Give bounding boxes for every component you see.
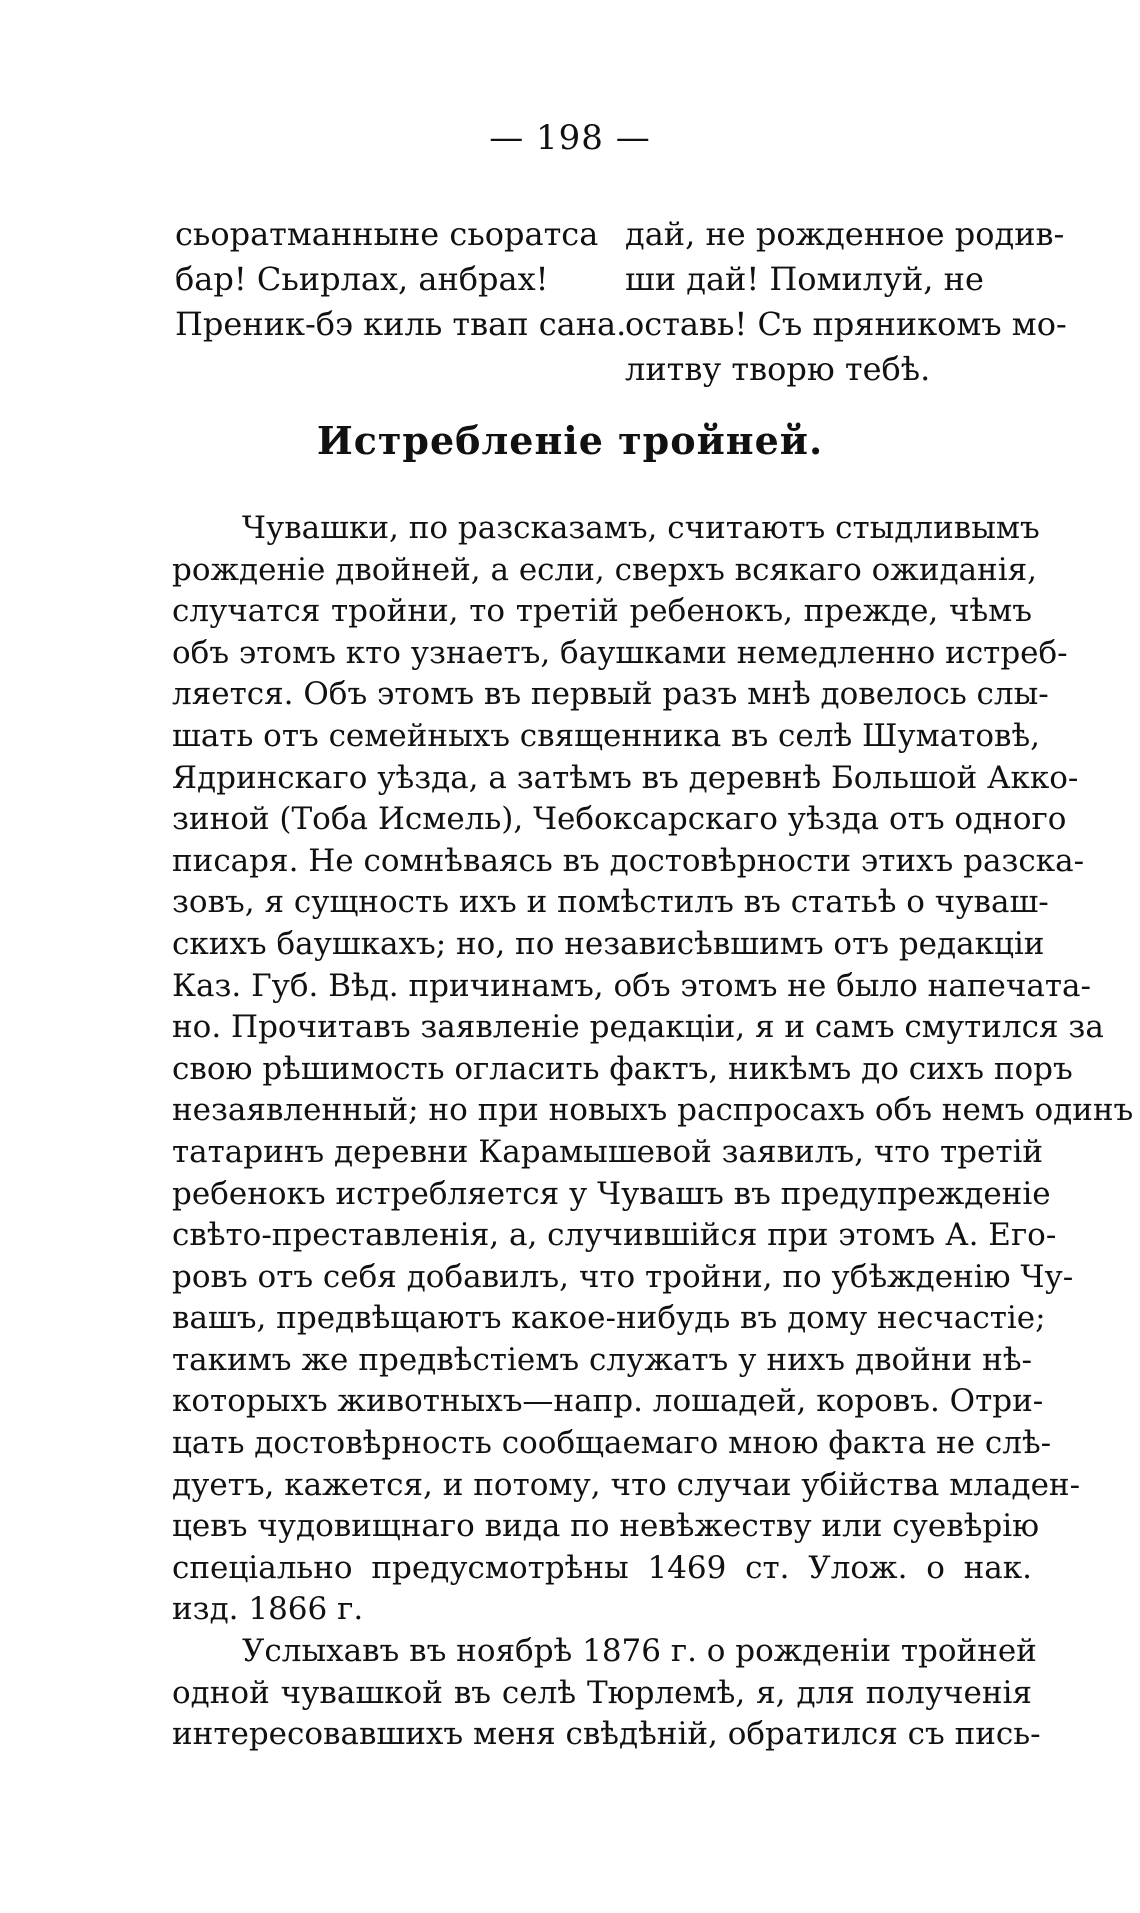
text-line: рожденіе двойней, а если, сверхъ всякаго ожиданія, (172, 551, 1038, 588)
verse-line: литву творю тебѣ. (625, 350, 931, 388)
text-line: одной чувашкой въ селѣ Тюрлемѣ, я, для полученія (172, 1674, 1032, 1711)
text-line: такимъ же предвѣстіемъ служатъ у нихъ двойни нѣ- (172, 1341, 1032, 1378)
text-line: писаря. Не сомнѣваясь въ достовѣрности этихъ разска- (172, 842, 1085, 879)
text-line: объ этомъ кто узнаетъ, баушками немедленно истреб- (172, 634, 1068, 671)
text-line: интересовавшихъ меня свѣдѣній, обратился съ пись- (172, 1716, 1041, 1753)
text-line: Ядринскаго уѣзда, а затѣмъ въ деревнѣ Большой Акко- (172, 759, 1079, 796)
text-line: цевъ чудовищнаго вида по невѣжеству или суевѣрію (172, 1508, 1040, 1545)
text-line: татаринъ деревни Карамышевой заявилъ, что третій (172, 1133, 1044, 1170)
text-line: свѣто-преставленія, а, случившійся при этомъ А. Его- (172, 1217, 1057, 1254)
text-line: спеціально предусмотрѣны 1469 ст. Улож. о нак. (172, 1549, 1032, 1586)
text-line: которыхъ животныхъ—напр. лошадей, коровъ. Отри- (172, 1383, 1044, 1420)
text-line: скихъ баушкахъ; но, по независѣвшимъ отъ редакціи (172, 925, 1045, 962)
text-line: вашъ, предвѣщаютъ какое-нибудь въ дому несчастіе; (172, 1300, 1046, 1337)
text-line: Услыхавъ въ ноябрѣ 1876 г. о рожденіи тройней (242, 1633, 1037, 1670)
text-line: ребенокъ истребляется у Чувашъ въ предупрежденіе (172, 1175, 1051, 1212)
verse-russian-column (625, 212, 1067, 392)
text-line: цать достовѣрность сообщаемаго мною факта не слѣ- (172, 1425, 1052, 1462)
text-line: дуетъ, кажется, и потому, что случаи убійства младен- (172, 1466, 1081, 1503)
verse-line: бар! Сьирлах, анбрах! (175, 260, 549, 298)
text-line: ровъ отъ себя добавилъ, что тройни, по убѣжденію Чу- (172, 1258, 1074, 1295)
body-text (172, 508, 1134, 1756)
text-line: незаявленный; но при новыхъ распросахъ объ немъ одинъ (172, 1092, 1134, 1129)
text-line: зовъ, я сущность ихъ и помѣстилъ въ статьѣ о чуваш- (172, 884, 1049, 921)
text-line: ляется. Объ этомъ въ первый разъ мнѣ довелось слы- (172, 676, 1049, 713)
verse-chuvash-column (175, 212, 627, 347)
section-heading: Истребленіе тройней. (316, 418, 824, 463)
text-line: изд. 1866 г. (172, 1591, 364, 1628)
verse-line: Преник-бэ киль твап сана. (175, 305, 627, 343)
verse-line: дай, не рожденное родив- (625, 215, 1065, 253)
text-line: случатся тройни, то третій ребенокъ, прежде, чѣмъ (172, 593, 1032, 630)
verse-line: оставь! Съ пряникомъ мо- (625, 305, 1067, 343)
verse-line: сьоратманныне сьоратса (175, 215, 599, 253)
text-line: свою рѣшимость огласить фактъ, никѣмъ до сихъ поръ (172, 1050, 1073, 1087)
page-number: — 198 — (489, 118, 651, 158)
text-line: Чувашки, по разсказамъ, считаютъ стыдливымъ (242, 510, 1040, 546)
verse-line: ши дай! Помилуй, не (625, 260, 984, 298)
text-line: но. Прочитавъ заявленіе редакціи, я и самъ смутился за (172, 1009, 1104, 1046)
text-line: шать отъ семейныхъ священника въ селѣ Шуматовѣ, (172, 717, 1041, 754)
text-line: зиной (Тоба Исмель), Чебоксарскаго уѣзда отъ одного (172, 801, 1067, 838)
text-line: Каз. Губ. Вѣд. причинамъ, объ этомъ не было напечата- (172, 967, 1091, 1004)
